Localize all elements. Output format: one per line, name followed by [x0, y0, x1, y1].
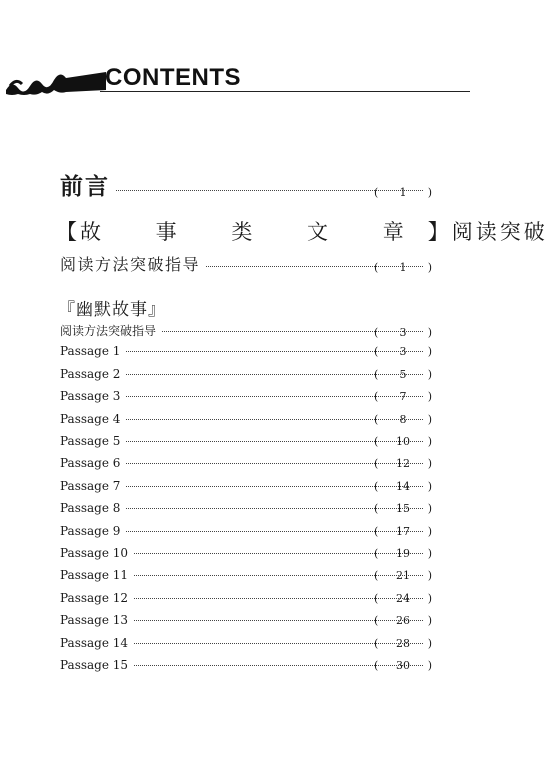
- toc-entry-label: Passage 14: [60, 635, 129, 650]
- page-number: 10: [396, 435, 410, 448]
- page-number: 3: [399, 326, 407, 339]
- page-number: 24: [396, 591, 410, 605]
- toc-entry[interactable]: [60, 456, 432, 471]
- page-reference: [374, 413, 432, 426]
- toc-entry[interactable]: [60, 389, 432, 404]
- open-paren: (: [374, 569, 379, 583]
- page-number: 8: [399, 412, 407, 426]
- close-paren: ): [427, 659, 432, 672]
- page-number: 17: [396, 524, 410, 538]
- open-paren: (: [374, 457, 379, 471]
- page-reference: [374, 345, 432, 358]
- toc-entry-label: Passage 7: [60, 478, 121, 493]
- open-paren: (: [374, 326, 379, 339]
- toc-entry[interactable]: [60, 590, 432, 605]
- toc-entry[interactable]: [60, 658, 432, 672]
- close-paren: ): [427, 614, 432, 628]
- page-number: 5: [399, 367, 407, 381]
- page-reference: [374, 368, 432, 381]
- page-reference: [374, 547, 432, 560]
- close-paren: ): [427, 412, 432, 426]
- page-reference: [374, 637, 432, 650]
- bracket-close: 】: [427, 220, 452, 244]
- toc-entry-label: Passage 1: [60, 344, 121, 359]
- page-reference: [374, 186, 432, 199]
- close-paren: ): [427, 457, 432, 471]
- toc-entry[interactable]: [60, 366, 432, 381]
- close-paren: ): [427, 186, 432, 199]
- open-paren: (: [374, 636, 379, 650]
- page-reference: [374, 435, 432, 448]
- section-category: 故 事 类 文 章: [80, 220, 428, 244]
- open-paren: (: [374, 591, 379, 605]
- page-reference: [374, 390, 432, 403]
- page-reference: [374, 457, 432, 470]
- toc-entry-label: Passage 5: [60, 434, 121, 448]
- open-paren: (: [374, 186, 379, 199]
- open-paren: (: [374, 367, 379, 381]
- page-reference: [374, 525, 432, 538]
- open-paren: (: [374, 502, 379, 516]
- page-reference: [374, 326, 432, 339]
- page-reference: [374, 592, 432, 605]
- close-paren: ): [427, 345, 432, 359]
- page-reference: [374, 480, 432, 493]
- open-paren: (: [374, 547, 379, 560]
- close-paren: ): [427, 367, 432, 381]
- open-paren: (: [374, 390, 379, 404]
- toc-entry-label: Passage 8: [60, 501, 121, 516]
- page-number: 7: [399, 390, 407, 404]
- page-number: 1: [399, 261, 407, 274]
- toc-entry[interactable]: [60, 546, 432, 560]
- close-paren: ): [427, 547, 432, 560]
- toc-entry-preface[interactable]: [60, 168, 432, 201]
- close-paren: ): [427, 502, 432, 516]
- open-paren: (: [374, 345, 379, 359]
- open-paren: (: [374, 614, 379, 628]
- close-paren: ): [427, 569, 432, 583]
- toc-entry[interactable]: [60, 344, 432, 359]
- bracket-open: 【: [56, 220, 80, 244]
- page-number: 28: [396, 636, 410, 650]
- page-number: 15: [396, 502, 410, 516]
- page-title: CONTENTS: [105, 64, 241, 91]
- open-paren: (: [374, 435, 379, 448]
- section-title-suffix: 阅读突破: [451, 220, 548, 244]
- page-number: 19: [396, 547, 410, 560]
- close-paren: ): [427, 435, 432, 448]
- page-number: 30: [396, 659, 410, 672]
- toc-entry-label: Passage 6: [60, 456, 121, 471]
- page-number: 3: [399, 345, 407, 359]
- open-paren: (: [374, 261, 379, 274]
- subsection-heading: 『幽默故事』: [58, 300, 166, 320]
- toc-entry[interactable]: [60, 478, 432, 493]
- open-paren: (: [374, 412, 379, 426]
- toc-entry[interactable]: [60, 322, 432, 339]
- close-paren: ): [427, 261, 432, 274]
- page-reference: [374, 614, 432, 627]
- page-number: 12: [396, 457, 410, 471]
- toc-entry[interactable]: [60, 501, 432, 516]
- page-number: 21: [396, 569, 410, 583]
- close-paren: ): [427, 326, 432, 339]
- toc-entry[interactable]: [60, 635, 432, 650]
- open-paren: (: [374, 524, 379, 538]
- close-paren: ): [427, 591, 432, 605]
- contents-header: [0, 62, 504, 102]
- section-heading: [56, 216, 548, 246]
- toc-entry[interactable]: [60, 568, 432, 583]
- toc-entry[interactable]: [60, 411, 432, 426]
- toc-entry[interactable]: [60, 613, 432, 628]
- open-paren: (: [374, 479, 379, 493]
- header-divider: [100, 91, 470, 92]
- toc-entry-label: Passage 12: [60, 590, 129, 605]
- toc-entry-label: 阅读方法突破指导: [60, 324, 157, 338]
- page-number: 14: [396, 479, 410, 493]
- toc-entry-label: Passage 10: [60, 546, 129, 560]
- page-reference: [374, 659, 432, 672]
- toc-entry-label: 前言: [60, 174, 110, 200]
- toc-entry[interactable]: [60, 523, 432, 538]
- toc-entry-label: Passage 9: [60, 523, 121, 538]
- page-reference: [374, 502, 432, 515]
- page-number: 26: [396, 614, 410, 628]
- toc-entry-method[interactable]: [60, 252, 432, 275]
- toc-entry-label: Passage 4: [60, 411, 121, 426]
- open-paren: (: [374, 659, 379, 672]
- close-paren: ): [427, 636, 432, 650]
- close-paren: ): [427, 390, 432, 404]
- decorative-wave-logo-icon: [6, 68, 106, 96]
- toc-entry[interactable]: [60, 434, 432, 448]
- toc-entry-label: Passage 15: [60, 658, 129, 672]
- toc-entry-label: Passage 2: [60, 366, 121, 381]
- close-paren: ): [427, 524, 432, 538]
- toc-entry-label: 阅读方法突破指导: [60, 255, 201, 274]
- toc-entry-label: Passage 3: [60, 389, 121, 404]
- page-reference: [374, 569, 432, 582]
- page-number: 1: [399, 186, 407, 199]
- page-reference: [374, 261, 432, 274]
- toc-entry-label: Passage 13: [60, 613, 129, 628]
- close-paren: ): [427, 479, 432, 493]
- toc-entry-label: Passage 11: [60, 568, 129, 583]
